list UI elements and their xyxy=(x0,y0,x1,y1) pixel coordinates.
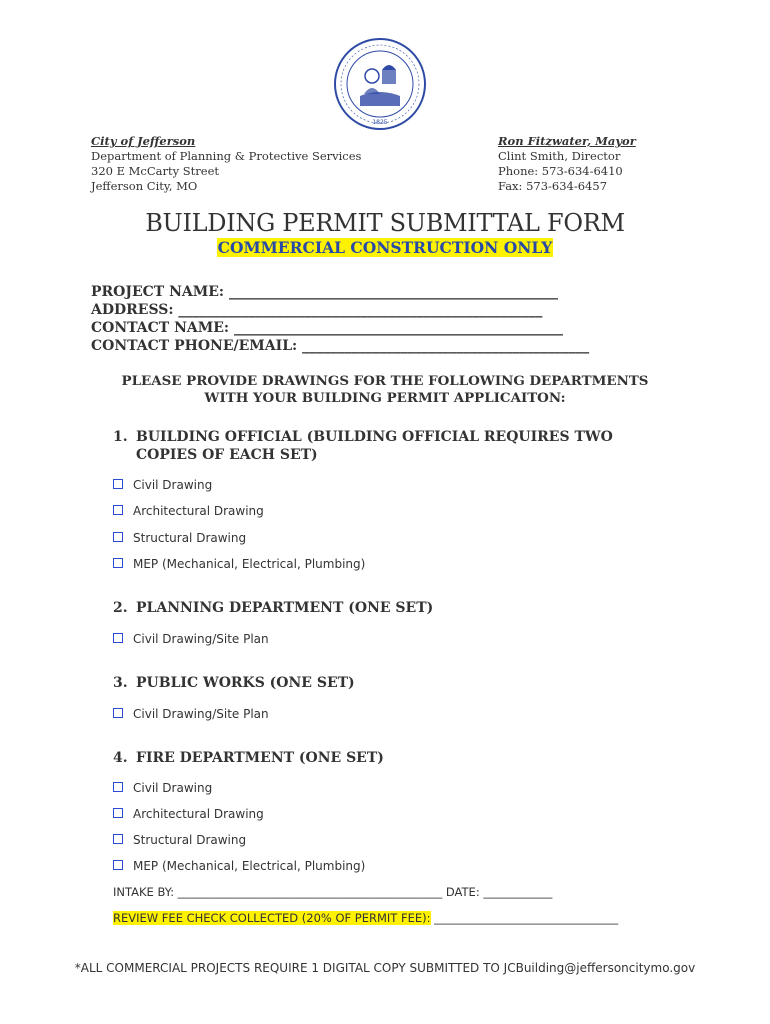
footer-note: *ALL COMMERCIAL PROJECTS REQUIRE 1 DIGITAL COPY SUBMITTED TO JCBuilding@jeffersoncitymo.gov xyxy=(74,961,696,975)
subtitle-highlight: COMMERCIAL CONSTRUCTION ONLY xyxy=(217,238,553,257)
checkbox-item[interactable] xyxy=(113,859,365,873)
mayor-name: Ron Fitzwater, Mayor xyxy=(498,134,636,148)
checkbox-item[interactable] xyxy=(113,557,365,571)
form-subtitle xyxy=(0,238,770,257)
city-name: City of Jefferson xyxy=(91,134,196,148)
checkbox[interactable] xyxy=(113,505,123,515)
header-right xyxy=(498,134,636,194)
checkbox[interactable] xyxy=(113,860,123,870)
section-title: FIRE DEPARTMENT (ONE SET) xyxy=(136,750,384,766)
checkbox-label: Structural Drawing xyxy=(133,531,247,545)
instructions-line-1: PLEASE PROVIDE DRAWINGS FOR THE FOLLOWING DEPARTMENTS xyxy=(121,373,649,389)
checkbox-item[interactable] xyxy=(113,781,212,795)
checkbox[interactable] xyxy=(113,558,123,568)
checkbox-label: MEP (Mechanical, Electrical, Plumbing) xyxy=(133,557,366,571)
section-public-works xyxy=(113,674,355,692)
review-fee-label: REVIEW FEE CHECK COLLECTED (20% OF PERMIT FEE): xyxy=(113,911,431,925)
director-name: Clint Smith, Director xyxy=(498,149,621,163)
intake-by-field[interactable]: INTAKE BY: ______________________________________________ xyxy=(113,885,443,899)
checkbox[interactable] xyxy=(113,782,123,792)
section-title: PUBLIC WORKS (ONE SET) xyxy=(136,675,355,691)
section-planning xyxy=(113,599,433,617)
checkbox-label: Civil Drawing/Site Plan xyxy=(133,707,269,721)
city-state: Jefferson City, MO xyxy=(91,179,198,193)
checkbox[interactable] xyxy=(113,708,123,718)
checkbox[interactable] xyxy=(113,532,123,542)
date-field[interactable]: DATE: ____________ xyxy=(445,885,553,899)
checkbox-label: Architectural Drawing xyxy=(133,504,264,518)
svg-text:1825: 1825 xyxy=(372,119,388,126)
section-title: PLANNING DEPARTMENT (ONE SET) xyxy=(136,600,434,616)
section-number: 2. xyxy=(113,600,128,616)
checkbox[interactable] xyxy=(113,479,123,489)
checkbox[interactable] xyxy=(113,834,123,844)
checkbox-label: MEP (Mechanical, Electrical, Plumbing) xyxy=(133,859,366,873)
fax-number: Fax: 573-634-6457 xyxy=(498,179,608,193)
checkbox-item[interactable] xyxy=(113,531,246,545)
address-field[interactable]: ADDRESS: ____________________________________________________ xyxy=(91,302,543,318)
phone-number: Phone: 573-634-6410 xyxy=(498,164,623,178)
checkbox-label: Civil Drawing xyxy=(133,781,213,795)
section-number: 3. xyxy=(113,675,128,691)
review-fee-field[interactable]: ________________________________ xyxy=(434,911,619,925)
section-building-official xyxy=(113,428,613,464)
instructions xyxy=(0,373,770,407)
checkbox-label: Civil Drawing/Site Plan xyxy=(133,632,269,646)
contact-name-field[interactable]: CONTACT NAME: _______________________________________________ xyxy=(91,320,563,336)
section-number: 1. xyxy=(113,429,128,445)
section-fire-department xyxy=(113,749,384,767)
checkbox-item[interactable] xyxy=(113,504,264,518)
checkbox-label: Architectural Drawing xyxy=(133,807,264,821)
checkbox-item[interactable] xyxy=(113,707,269,721)
checkbox-item[interactable] xyxy=(113,833,246,847)
checkbox[interactable] xyxy=(113,633,123,643)
project-name-field[interactable]: PROJECT NAME: _______________________________________________ xyxy=(91,284,558,300)
checkbox-item[interactable] xyxy=(113,807,264,821)
section-title-cont: COPIES OF EACH SET) xyxy=(136,447,318,463)
checkbox-label: Civil Drawing xyxy=(133,478,213,492)
intake-row xyxy=(113,885,552,899)
department-name: Department of Planning & Protective Services xyxy=(91,149,362,163)
contact-phone-email-field[interactable]: CONTACT PHONE/EMAIL: _________________________________________ xyxy=(91,338,590,354)
checkbox-item[interactable] xyxy=(113,632,269,646)
instructions-line-2: WITH YOUR BUILDING PERMIT APPLICAITON: xyxy=(204,390,566,406)
checkbox-item[interactable] xyxy=(113,478,212,492)
header-left xyxy=(91,134,361,194)
street-address: 320 E McCarty Street xyxy=(91,164,220,178)
checkbox-label: Structural Drawing xyxy=(133,833,247,847)
city-seal-logo xyxy=(330,36,430,132)
section-title: BUILDING OFFICIAL (BUILDING OFFICIAL REQUIRES TWO xyxy=(136,429,613,445)
section-number: 4. xyxy=(113,750,128,766)
checkbox[interactable] xyxy=(113,808,123,818)
form-title: BUILDING PERMIT SUBMITTAL FORM xyxy=(145,209,625,237)
fee-row xyxy=(113,911,618,925)
